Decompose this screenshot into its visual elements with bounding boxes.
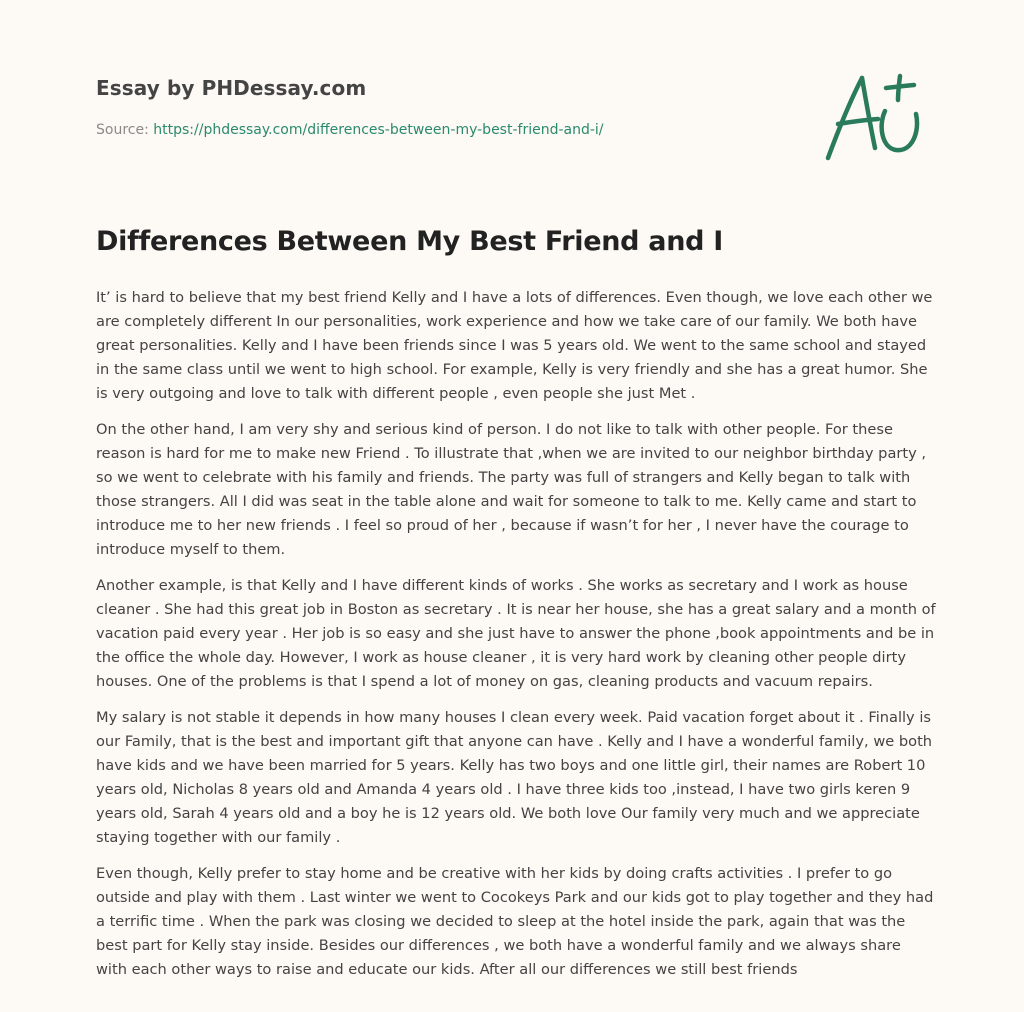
essay-paragraph: It’ is hard to believe that my best friend Kelly and I have a lots of differences. Even though, we love each other we are completely different In our personalities, work experience and how we take care of our family. We both have great personalities. Kelly and I have been friends since I was 5 years old. We went to the same school and stayed in the same class until we went to high school. For example, Kelly is very friendly and she has a great humor. She is very outgoing and love to talk with different people , even people she just Met . [96,289,933,402]
essay-body [96,286,936,994]
site-brand: Essay by PHDessay.com [96,76,367,100]
a-plus-grade-icon [820,66,930,166]
source-label: Source: [96,122,154,138]
essay-paragraph: My salary is not stable it depends in how many houses I clean every week. Paid vacation forget about it . Finally is our Family, that is the best and important gift that anyone can have . Kelly and I have a wonderful family, we both have kids and we have been married for 5 years. Kelly has two boys and one little girl, their names are Robert 10 years old, Nicholas 8 years old and Amanda 4 years old . I have three kids too ,instead, I have two girls keren 9 years old, Sarah 4 years old and a boy he is 12 years old. We both love Our family very much and we appreciate staying together with our family . [96,709,933,846]
source-line [96,122,796,138]
essay-title: Differences Between My Best Friend and I [96,226,723,257]
essay-paragraph: Another example, is that Kelly and I have different kinds of works . She works as secretary and I work as house cleaner . She had this great job in Boston as secretary . It is near her house, she has a great salary and a month of vacation paid every year . Her job is so easy and she just have to answer the phone ,book appointments and be in the office the whole day. However, I work as house cleaner , it is very hard work by cleaning other people dirty houses. One of the problems is that I spend a lot of money on gas, cleaning products and vacuum repairs. [96,577,936,690]
essay-paragraph: On the other hand, I am very shy and serious kind of person. I do not like to talk with other people. For these reason is hard for me to make new Friend . To illustrate that ,when we are invited to our neighbor birthday party , so we went to celebrate with his family and friends. The party was full of strangers and Kelly began to talk with those strangers. All I did was seat in the table alone and wait for someone to talk to me. Kelly came and start to introduce me to her new friends . I feel so proud of her , because if wasn’t for her , I never have the courage to introduce myself to them. [96,421,927,558]
essay-paragraph: Even though, Kelly prefer to stay home and be creative with her kids by doing crafts activities . I prefer to go outside and play with them . Last winter we went to Cocokeys Park and our kids got to play together and they had a terrific time . When the park was closing we decided to sleep at the hotel inside the park, again that was the best part for Kelly stay inside. Besides our differences , we both have a wonderful family and we always share with each other ways to raise and educate our kids. After all our differences we still best friends [96,865,934,978]
page-header [96,76,796,138]
source-link[interactable]: https://phdessay.com/differences-between-my-best-friend-and-i/ [153,122,604,138]
